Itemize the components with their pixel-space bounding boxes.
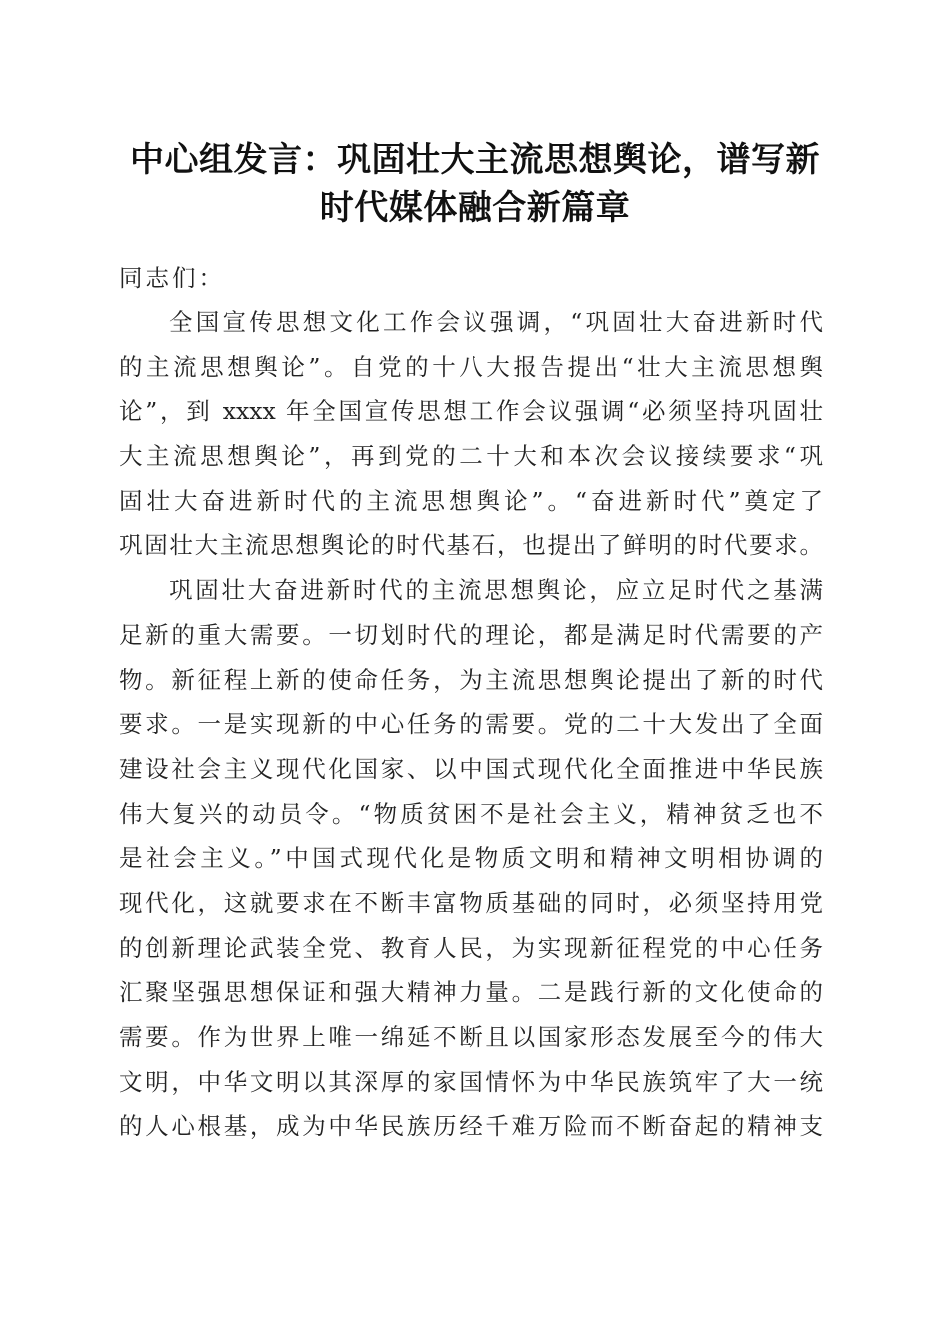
paragraph-line: 的人心根基，成为中华民族历经千难万险而不断奋起的精神支	[119, 1112, 823, 1141]
paragraph-line: 要求。一是实现新的中心任务的需要。党的二十大发出了全面	[119, 710, 823, 739]
paragraph-line: 论”，到 xxxx 年全国宣传思想工作会议强调“必须坚持巩固壮	[119, 397, 823, 426]
paragraph-2	[119, 568, 823, 1149]
paragraph-line: 物。新征程上新的使命任务，为主流思想舆论提出了新的时代	[119, 665, 823, 694]
paragraph-line: 是社会主义。”中国式现代化是物质文明和精神文明相协调的	[119, 844, 823, 873]
paragraph-line: 巩固壮大主流思想舆论的时代基石，也提出了鲜明的时代要求。	[119, 531, 823, 560]
paragraph-1	[119, 300, 823, 568]
paragraph-line: 文明，中华文明以其深厚的家国情怀为中华民族筑牢了大一统	[119, 1067, 823, 1096]
paragraph-line: 固壮大奋进新时代的主流思想舆论”。“奋进新时代”奠定了	[119, 486, 823, 515]
paragraph-line: 大主流思想舆论”，再到党的二十大和本次会议接续要求“巩	[119, 442, 823, 471]
salutation: 同志们：	[119, 264, 225, 292]
paragraph-line: 需要。作为世界上唯一绵延不断且以国家形态发展至今的伟大	[119, 1023, 823, 1051]
title-line: 时代媒体融合新篇章	[319, 188, 631, 228]
paragraph-line: 汇聚坚强思想保证和强大精神力量。二是践行新的文化使命的	[119, 978, 823, 1007]
paragraph-line: 的创新理论武装全党、教育人民，为实现新征程党的中心任务	[119, 933, 823, 962]
paragraph-line: 建设社会主义现代化国家、以中国式现代化全面推进中华民族	[119, 754, 823, 783]
paragraph-line: 全国宣传思想文化工作会议强调，“巩固壮大奋进新时代	[169, 308, 823, 336]
title-line: 中心组发言：巩固壮大主流思想舆论，谱写新	[130, 140, 820, 180]
paragraph-line: 足新的重大需要。一切划时代的理论，都是满足时代需要的产	[119, 620, 823, 649]
paragraph-line: 巩固壮大奋进新时代的主流思想舆论，应立足时代之基满	[169, 576, 823, 605]
paragraph-line: 伟大复兴的动员令。“物质贫困不是社会主义，精神贫乏也不	[119, 799, 823, 828]
document-title	[110, 136, 840, 232]
paragraph-line: 的主流思想舆论”。自党的十八大报告提出“壮大主流思想舆	[119, 352, 823, 381]
paragraph-line: 现代化，这就要求在不断丰富物质基础的同时，必须坚持用党	[119, 888, 823, 917]
document-body	[119, 256, 823, 1149]
